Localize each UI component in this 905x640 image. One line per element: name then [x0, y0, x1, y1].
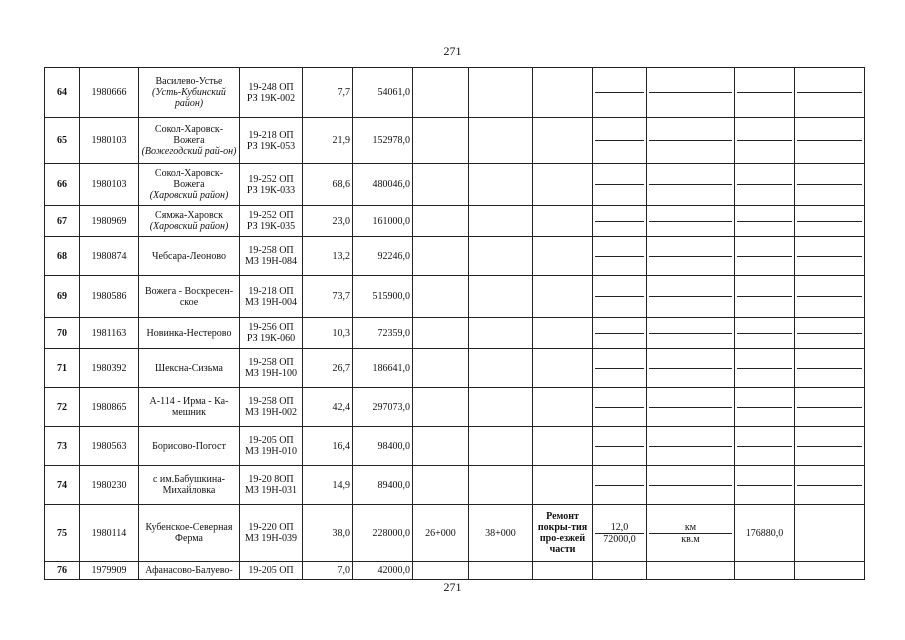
road-cost: 515900,0	[353, 276, 413, 318]
row-number: 76	[45, 562, 80, 580]
road-cost: 480046,0	[353, 164, 413, 206]
empty-cell	[735, 206, 795, 237]
empty-cell	[413, 388, 469, 427]
empty-cell	[795, 206, 865, 237]
road-code: 1980969	[80, 206, 139, 237]
district-label: (Харовский район)	[149, 221, 229, 232]
road-name-text: Вожега - Воскресен-ское	[144, 285, 234, 308]
road-length: 10,3	[303, 318, 353, 349]
empty-cell	[533, 466, 593, 505]
table-row	[45, 237, 865, 276]
empty-cell	[469, 118, 533, 164]
quantity-km: 12,0	[610, 521, 629, 533]
road-repair-table	[44, 67, 865, 580]
road-length: 21,9	[303, 118, 353, 164]
empty-cell	[469, 206, 533, 237]
empty-cell	[533, 237, 593, 276]
empty-cell	[647, 388, 735, 427]
row-number: 67	[45, 206, 80, 237]
row-number: 69	[45, 276, 80, 318]
empty-cell	[795, 118, 865, 164]
road-length: 14,9	[303, 466, 353, 505]
road-cost: 89400,0	[353, 466, 413, 505]
empty-cell	[413, 68, 469, 118]
empty-cell	[795, 562, 865, 580]
empty-cell	[647, 68, 735, 118]
empty-cell	[593, 276, 647, 318]
empty-cell	[533, 118, 593, 164]
empty-cell	[533, 164, 593, 206]
road-cost: 161000,0	[353, 206, 413, 237]
road-length: 7,0	[303, 562, 353, 580]
road-name-text: Сокол-Харовск-Вожега	[154, 124, 224, 146]
empty-cell	[647, 164, 735, 206]
road-id: 19-205 ОП МЗ 19Н-010	[240, 427, 303, 466]
road-id: 19-258 ОП МЗ 19Н-100	[240, 349, 303, 388]
empty-cell	[469, 164, 533, 206]
road-length: 16,4	[303, 427, 353, 466]
road-name	[139, 349, 240, 388]
empty-cell	[735, 562, 795, 580]
unit-km: км	[684, 521, 697, 533]
section-from: 26+000	[413, 505, 469, 562]
empty-cell	[795, 505, 865, 562]
empty-cell	[593, 427, 647, 466]
road-cost: 54061,0	[353, 68, 413, 118]
road-cost: 186641,0	[353, 349, 413, 388]
empty-cell	[647, 276, 735, 318]
empty-cell	[795, 68, 865, 118]
work-total: 176880,0	[735, 505, 795, 562]
empty-cell	[593, 164, 647, 206]
empty-cell	[735, 118, 795, 164]
work-type: Ремонт покры-тия про-езжей части	[533, 505, 593, 562]
empty-cell	[795, 237, 865, 276]
empty-cell	[735, 68, 795, 118]
table-row	[45, 466, 865, 505]
road-id: 19-252 ОП РЗ 19К-033	[240, 164, 303, 206]
road-name-text: Чебсара-Леоново	[152, 250, 226, 262]
empty-cell	[593, 562, 647, 580]
road-name	[139, 466, 240, 505]
empty-cell	[469, 68, 533, 118]
empty-cell	[533, 388, 593, 427]
road-length: 73,7	[303, 276, 353, 318]
empty-cell	[735, 164, 795, 206]
road-id: 19-248 ОП РЗ 19К-002	[240, 68, 303, 118]
empty-cell	[533, 276, 593, 318]
row-number: 71	[45, 349, 80, 388]
road-cost: 228000,0	[353, 505, 413, 562]
empty-cell	[533, 349, 593, 388]
empty-cell	[735, 427, 795, 466]
empty-cell	[735, 349, 795, 388]
road-length: 23,0	[303, 206, 353, 237]
road-name-text: Сокол-Харовск-Вожега	[154, 168, 224, 190]
row-number: 75	[45, 505, 80, 562]
road-cost: 72359,0	[353, 318, 413, 349]
empty-cell	[469, 349, 533, 388]
empty-cell	[413, 562, 469, 580]
empty-cell	[469, 276, 533, 318]
table-row	[45, 388, 865, 427]
road-code: 1979909	[80, 562, 139, 580]
empty-cell	[735, 466, 795, 505]
road-cost: 92246,0	[353, 237, 413, 276]
row-number: 70	[45, 318, 80, 349]
road-code: 1980103	[80, 118, 139, 164]
empty-cell	[647, 118, 735, 164]
row-number: 64	[45, 68, 80, 118]
empty-cell	[593, 206, 647, 237]
empty-cell	[795, 466, 865, 505]
road-name	[139, 68, 240, 118]
road-name	[139, 427, 240, 466]
empty-cell	[795, 164, 865, 206]
table-row	[45, 164, 865, 206]
empty-cell	[469, 388, 533, 427]
empty-cell	[647, 237, 735, 276]
road-name	[139, 388, 240, 427]
unit-area: кв.м	[649, 533, 732, 545]
empty-cell	[469, 466, 533, 505]
road-name-text: Афанасово-Балуево-	[145, 565, 233, 576]
road-name	[139, 276, 240, 318]
road-length: 13,2	[303, 237, 353, 276]
quantity-cell	[593, 505, 647, 562]
road-name	[139, 318, 240, 349]
row-number: 74	[45, 466, 80, 505]
table-row	[45, 427, 865, 466]
table-row	[45, 318, 865, 349]
table-row	[45, 562, 865, 580]
empty-cell	[795, 318, 865, 349]
road-id: 19-220 ОП МЗ 19Н-039	[240, 505, 303, 562]
road-code: 1980392	[80, 349, 139, 388]
empty-cell	[413, 318, 469, 349]
empty-cell	[647, 349, 735, 388]
empty-cell	[413, 466, 469, 505]
empty-cell	[593, 68, 647, 118]
road-code: 1980586	[80, 276, 139, 318]
empty-cell	[413, 237, 469, 276]
empty-cell	[413, 276, 469, 318]
table-row	[45, 118, 865, 164]
road-name-text: с им.Бабушкина-Михайловка	[152, 474, 226, 496]
empty-cell	[795, 349, 865, 388]
road-id: 19-218 ОП РЗ 19К-053	[240, 118, 303, 164]
empty-cell	[469, 562, 533, 580]
empty-cell	[533, 206, 593, 237]
empty-cell	[795, 427, 865, 466]
empty-cell	[647, 466, 735, 505]
empty-cell	[735, 318, 795, 349]
road-length: 7,7	[303, 68, 353, 118]
district-label: (Харовский район)	[149, 190, 229, 201]
empty-cell	[647, 206, 735, 237]
road-name	[139, 505, 240, 562]
road-code: 1980865	[80, 388, 139, 427]
empty-cell	[413, 427, 469, 466]
road-length: 68,6	[303, 164, 353, 206]
road-code: 1980563	[80, 427, 139, 466]
table-row	[45, 68, 865, 118]
road-name	[139, 237, 240, 276]
empty-cell	[593, 237, 647, 276]
road-code: 1980103	[80, 164, 139, 206]
road-id: 19-258 ОП МЗ 19Н-084	[240, 237, 303, 276]
road-id: 19-258 ОП МЗ 19Н-002	[240, 388, 303, 427]
road-name-text: Шексна-Сизьма	[155, 362, 223, 374]
empty-cell	[735, 276, 795, 318]
empty-cell	[593, 118, 647, 164]
table-row	[45, 505, 865, 562]
row-number: 65	[45, 118, 80, 164]
road-code: 1980114	[80, 505, 139, 562]
unit-cell	[647, 505, 735, 562]
table-row	[45, 349, 865, 388]
road-name-text: Сямжа-Харовск	[155, 210, 223, 221]
empty-cell	[593, 466, 647, 505]
empty-cell	[593, 318, 647, 349]
road-name	[139, 562, 240, 580]
row-number: 73	[45, 427, 80, 466]
empty-cell	[469, 318, 533, 349]
road-length: 38,0	[303, 505, 353, 562]
road-cost: 42000,0	[353, 562, 413, 580]
road-cost: 98400,0	[353, 427, 413, 466]
road-id: 19-252 ОП РЗ 19К-035	[240, 206, 303, 237]
empty-cell	[469, 427, 533, 466]
road-name-text: А-114 - Ирма - Ка-мешник	[149, 396, 229, 418]
empty-cell	[593, 388, 647, 427]
page-number-bottom: 271	[443, 580, 462, 594]
road-id: 19-20 8ОП МЗ 19Н-031	[240, 466, 303, 505]
road-length: 42,4	[303, 388, 353, 427]
road-name	[139, 118, 240, 164]
road-cost: 297073,0	[353, 388, 413, 427]
empty-cell	[795, 388, 865, 427]
empty-cell	[647, 318, 735, 349]
district-label: (Вожегодский рай-он)	[141, 146, 237, 157]
empty-cell	[533, 68, 593, 118]
road-cost: 152978,0	[353, 118, 413, 164]
empty-cell	[735, 388, 795, 427]
row-number: 68	[45, 237, 80, 276]
empty-cell	[533, 318, 593, 349]
road-code: 1980230	[80, 466, 139, 505]
empty-cell	[647, 562, 735, 580]
empty-cell	[647, 427, 735, 466]
empty-cell	[413, 164, 469, 206]
empty-cell	[593, 349, 647, 388]
section-to: 38+000	[469, 505, 533, 562]
row-number: 72	[45, 388, 80, 427]
quantity-area: 72000,0	[595, 533, 644, 545]
road-id: 19-256 ОП РЗ 19К-060	[240, 318, 303, 349]
empty-cell	[413, 206, 469, 237]
road-length: 26,7	[303, 349, 353, 388]
table-row	[45, 276, 865, 318]
road-code: 1980666	[80, 68, 139, 118]
road-name	[139, 164, 240, 206]
empty-cell	[413, 349, 469, 388]
district-label: (Усть-Кубинский район)	[152, 87, 226, 109]
road-name-text: Новинка-Нестерово	[146, 327, 232, 339]
road-code: 1980874	[80, 237, 139, 276]
empty-cell	[735, 237, 795, 276]
empty-cell	[469, 237, 533, 276]
road-name-text: Борисово-Погост	[152, 440, 226, 452]
road-id: 19-205 ОП	[240, 562, 303, 580]
empty-cell	[533, 427, 593, 466]
page-number-top: 271	[443, 44, 462, 58]
road-name-text: Василево-Устье	[155, 76, 223, 87]
empty-cell	[795, 276, 865, 318]
table-row	[45, 206, 865, 237]
empty-cell	[413, 118, 469, 164]
road-id: 19-218 ОП МЗ 19Н-004	[240, 276, 303, 318]
row-number: 66	[45, 164, 80, 206]
road-code: 1981163	[80, 318, 139, 349]
road-name-text: Кубенское-Северная Ферма	[145, 522, 233, 544]
road-name	[139, 206, 240, 237]
empty-cell	[533, 562, 593, 580]
